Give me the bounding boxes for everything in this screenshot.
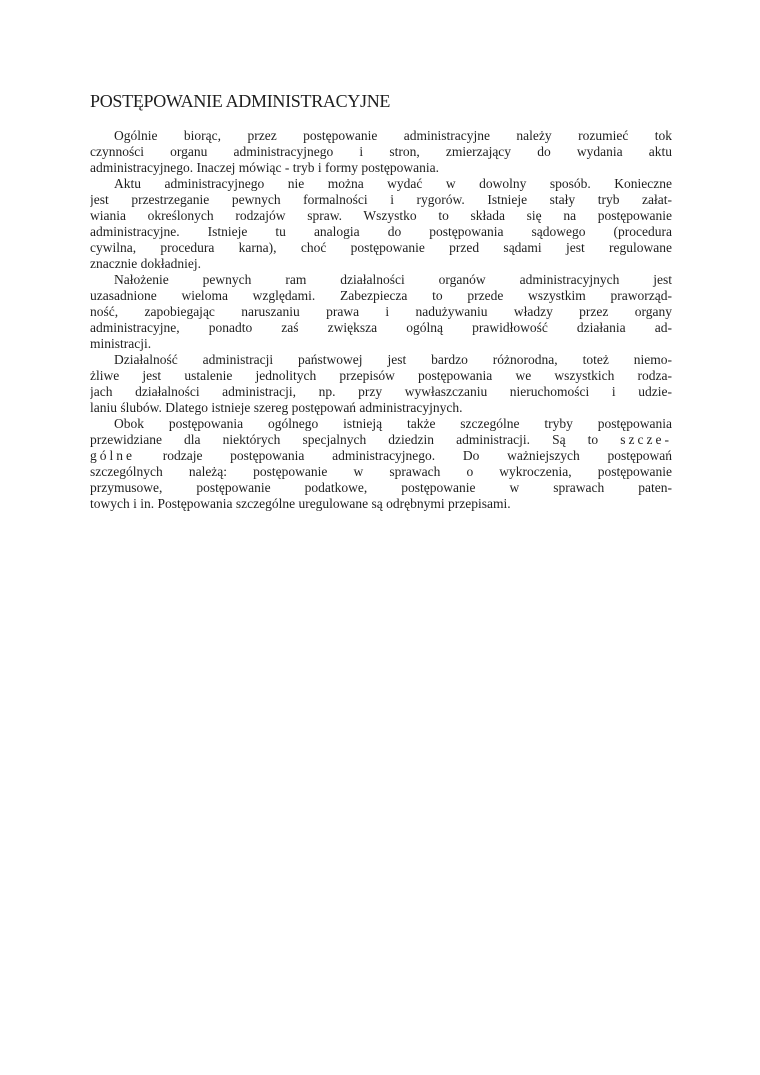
text-line: Nałożenie pewnych ram działalności organów administracyjnych jest <box>114 272 672 287</box>
text-line: administracyjnego. Inaczej mówiąc - tryb i formy postępowania. <box>90 160 440 175</box>
text-line: administracyjne, ponadto zaś zwiększa ogólną prawidłowość działania ad- <box>90 320 672 335</box>
text-line <box>90 448 672 464</box>
text-line: szczególnych należą: postępowanie w sprawach o wykroczenia, postępowanie <box>90 464 672 479</box>
text-run: rodzaje postępowania administracyjnego. Do ważniejszych postępowań <box>135 448 672 463</box>
paragraph-3 <box>90 272 672 352</box>
text-line: ność, zapobiegając naruszaniu prawa i nadużywaniu władzy przez organy <box>90 304 672 319</box>
text-line: ministracji. <box>90 336 152 351</box>
paragraph-1 <box>90 128 672 176</box>
text-line: Aktu administracyjnego nie można wydać w dowolny sposób. Konieczne <box>114 176 672 191</box>
text-line: cywilna, procedura karna), choć postępowanie przed sądami jest regulowane <box>90 240 672 255</box>
text-line: administracyjne. Istnieje tu analogia do postępowania sądowego (procedura <box>90 224 672 239</box>
text-line: przymusowe, postępowanie podatkowe, postępowanie w sprawach paten- <box>90 480 672 495</box>
text-line: laniu ślubów. Dlatego istnieje szereg postępowań administracyjnych. <box>90 400 463 415</box>
text-line: jach działalności administracji, np. przy wywłaszczaniu nieruchomości i udzie- <box>90 384 672 399</box>
text-line: czynności organu administracyjnego i stron, zmierzający do wydania aktu <box>90 144 672 159</box>
paragraph-5 <box>90 416 672 512</box>
text-run: przewidziane dla niektórych specjalnych dziedzin administracji. Są to <box>90 432 621 447</box>
text-line: Ogólnie biorąc, przez postępowanie administracyjne należy rozumieć tok <box>114 128 672 143</box>
text-line: znacznie dokładniej. <box>90 256 201 271</box>
paragraph-4 <box>90 352 672 416</box>
text-line: Działalność administracji państwowej jest bardzo różnorodna, toteż niemo- <box>114 352 672 367</box>
letterspaced-text: szcze- <box>620 432 672 447</box>
letterspaced-text: gólne <box>90 448 135 463</box>
text-line: żliwe jest ustalenie jednolitych przepisów postępowania we wszystkich rodza- <box>90 368 672 383</box>
text-line: jest przestrzeganie pewnych formalności i rygorów. Istnieje stały tryb załat- <box>90 192 672 207</box>
text-line: wiania określonych rodzajów spraw. Wszystko to składa się na postępowanie <box>90 208 672 223</box>
text-line: towych i in. Postępowania szczególne uregulowane są odrębnymi przepisami. <box>90 496 511 511</box>
text-line: Obok postępowania ogólnego istnieją także szczególne tryby postępowania <box>114 416 672 431</box>
page-title: POSTĘPOWANIE ADMINISTRACYJNE <box>90 91 391 111</box>
text-line <box>90 432 672 448</box>
text-line: uzasadnione wieloma względami. Zabezpiecza to przede wszystkim praworząd- <box>90 288 672 303</box>
document-body <box>90 128 672 512</box>
paragraph-2 <box>90 176 672 272</box>
